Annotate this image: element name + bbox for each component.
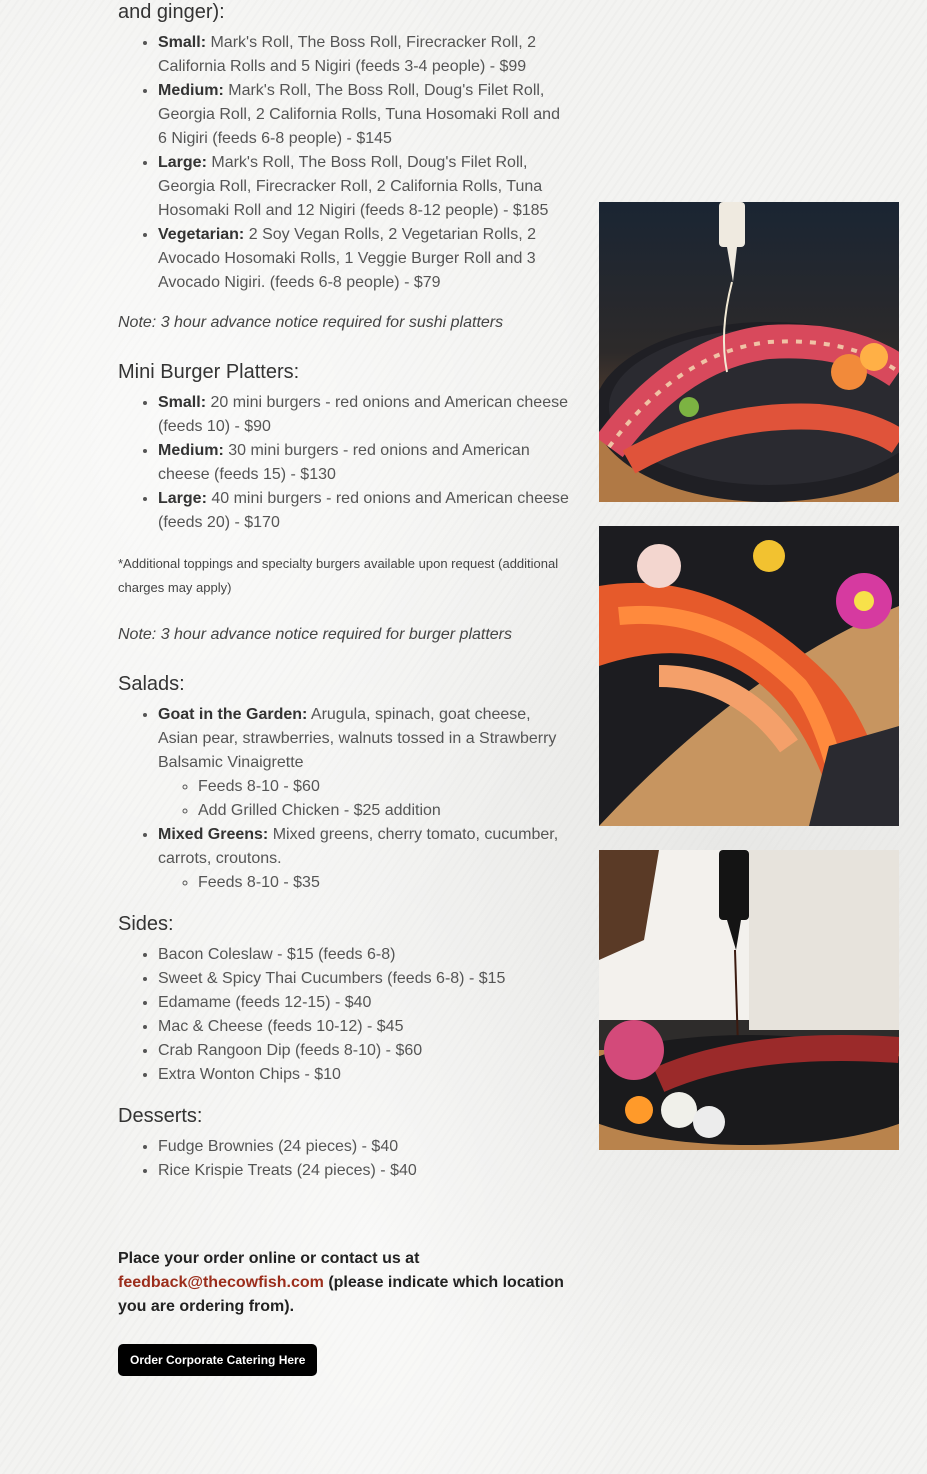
list-item: • Large: Mark's Roll, The Boss Roll, Doug's Filet Roll, Georgia Roll, Firecracker Roll, 2 California Rolls, Tuna Hosomaki Roll and 12 Nigiri (feeds 8-12 people) - $185: [158, 151, 573, 223]
list-item: ◦ Feeds 8-10 - $60: [198, 775, 573, 799]
desserts-heading: Desserts:: [118, 1105, 203, 1127]
list-item: • Crab Rangoon Dip (feeds 8-10) - $60: [158, 1039, 505, 1063]
chef-drizzling-sauce-photo: [599, 850, 899, 1150]
toppings-note: *Additional toppings and specialty burgers available upon request (additional charges may apply): [118, 556, 559, 595]
list-item: • Small: 20 mini burgers - red onions and American cheese (feeds 10) - $90: [158, 391, 573, 439]
list-item: • Mixed Greens: Mixed greens, cherry tomato, cucumber, carrots, croutons. ◦ Feeds 8-10 - $35: [158, 823, 573, 895]
salad-options: [158, 871, 573, 895]
email-link[interactable]: feedback@thecowfish.com: [118, 1274, 324, 1291]
sushi-heading-tail: and ginger):: [118, 1, 225, 23]
salads-heading: Salads:: [118, 673, 185, 695]
list-item: • Rice Krispie Treats (24 pieces) - $40: [158, 1159, 417, 1183]
burgers-note: Note: 3 hour advance notice required for burger platters: [118, 626, 513, 643]
burgers-heading: Mini Burger Platters:: [118, 361, 300, 383]
list-item: • Fudge Brownies (24 pieces) - $40: [158, 1135, 417, 1159]
sides-list: [118, 943, 505, 1087]
list-item: ◦ Feeds 8-10 - $35: [198, 871, 573, 895]
list-item: • Sweet & Spicy Thai Cucumbers (feeds 6-8) - $15: [158, 967, 505, 991]
list-item: • Goat in the Garden: Arugula, spinach, goat cheese, Asian pear, strawberries, walnuts tossed in a Strawberry Balsamic Vinaigrette ◦ Feeds 8-10 - $60 ◦ Add Grilled Chicken - $25 addition: [158, 703, 573, 823]
list-item: • Bacon Coleslaw - $15 (feeds 6-8): [158, 943, 505, 967]
sushi-platter-flowers-photo: [599, 526, 899, 826]
salad-options: [158, 775, 573, 823]
list-item: • Vegetarian: 2 Soy Vegan Rolls, 2 Vegetarian Rolls, 2 Avocado Hosomaki Rolls, 1 Veggie Burger Roll and 3 Avocado Nigiri. (feeds 6-8 people) - $79: [158, 223, 573, 295]
list-item: • Small: Mark's Roll, The Boss Roll, Firecracker Roll, 2 California Rolls and 5 Nigiri (feeds 3-4 people) - $99: [158, 31, 573, 79]
desserts-list: [118, 1135, 417, 1183]
sushi-note: Note: 3 hour advance notice required for sushi platters: [118, 314, 504, 331]
list-item: • Large: 40 mini burgers - red onions and American cheese (feeds 20) - $170: [158, 487, 573, 535]
list-item: • Extra Wonton Chips - $10: [158, 1063, 505, 1087]
sides-heading: Sides:: [118, 913, 174, 935]
burgers-list: [118, 391, 573, 535]
sushi-platter-sauce-photo: [599, 202, 899, 502]
order-corporate-catering-button[interactable]: Order Corporate Catering Here: [118, 1344, 317, 1376]
list-item: ◦ Add Grilled Chicken - $25 addition: [198, 799, 573, 823]
sushi-list: [118, 31, 573, 295]
list-item: • Mac & Cheese (feeds 10-12) - $45: [158, 1015, 505, 1039]
salads-list: [118, 703, 573, 895]
list-item: • Edamame (feeds 12-15) - $40: [158, 991, 505, 1015]
list-item: • Medium: 30 mini burgers - red onions and American cheese (feeds 15) - $130: [158, 439, 573, 487]
contact-text: Place your order online or contact us at feedback@thecowfish.com (please indicate which location you are ordering from).: [118, 1250, 564, 1315]
list-item: • Medium: Mark's Roll, The Boss Roll, Doug's Filet Roll, Georgia Roll, 2 California Rolls, Tuna Hosomaki Roll and 6 Nigiri (feeds 6-8 people) - $145: [158, 79, 573, 151]
